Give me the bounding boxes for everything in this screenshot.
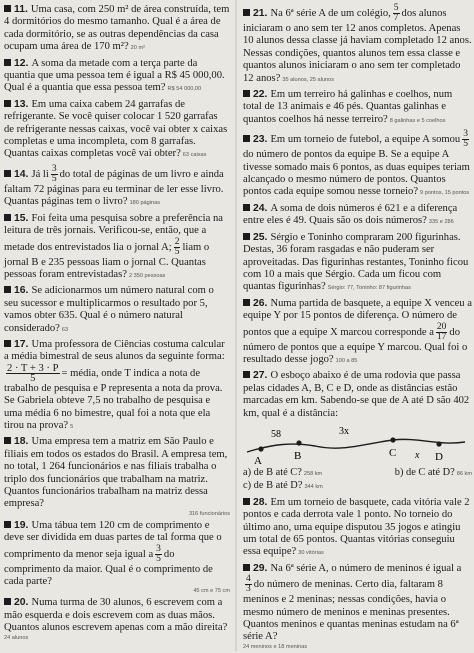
square-bullet-icon	[243, 204, 250, 211]
square-bullet-icon	[243, 233, 250, 240]
answer-note: 63	[61, 326, 69, 333]
fraction	[245, 575, 252, 594]
problem-number: 28.	[253, 496, 268, 508]
answer-note: 5	[70, 423, 74, 430]
problem-17	[4, 339, 230, 433]
square-bullet-icon	[243, 564, 250, 571]
problem-text: do número de pontos que a equipe Y marcou. Qual foi o resultado desse jogo?	[243, 326, 468, 365]
problem-number: 24.	[253, 202, 268, 214]
fraction-numerator: 3	[51, 163, 57, 174]
problem-number: 13.	[14, 98, 29, 110]
problem-number: 21.	[253, 7, 268, 19]
square-bullet-icon	[243, 135, 250, 142]
fraction	[436, 323, 448, 342]
question-a: a) de B até C? 258 km	[243, 466, 323, 478]
fraction-numerator: 2	[174, 236, 180, 247]
problem-23	[243, 130, 472, 200]
problem-number: 29.	[253, 562, 268, 574]
problem-text: Já li	[31, 168, 49, 180]
answer-note: 35 alunos, 25 alunos	[282, 76, 335, 83]
column-gutter	[235, 0, 237, 651]
answer-note: 100 a 85	[335, 357, 358, 364]
problem-text: Em um terreiro há galinhas e coelhos, num total de 13 animais e 46 pés. Quantas galinhas e quantos coelhos há nesse terreiro?	[243, 89, 453, 125]
fraction-denominator: 5	[156, 553, 161, 564]
fraction-numerator: 3	[156, 543, 161, 554]
city-b-dot	[296, 440, 301, 445]
square-bullet-icon	[243, 9, 250, 16]
problem-25	[243, 232, 472, 295]
problem-26	[243, 298, 472, 368]
road-curve	[247, 439, 465, 452]
answer-note: 24 alunos	[4, 634, 29, 641]
city-a-dot	[258, 446, 263, 451]
problem-number: 16.	[14, 285, 29, 297]
problem-number: 20.	[14, 597, 29, 609]
problem-11	[4, 4, 230, 55]
fraction	[393, 4, 400, 23]
problem-number: 15.	[14, 212, 29, 224]
problem-13	[4, 99, 230, 162]
problem-number: 18.	[14, 436, 29, 448]
problem-text: do total de páginas de um livro e ainda faltam 72 páginas para eu terminar de ler esse livro. Quantas páginas tem o livro?	[4, 168, 224, 208]
square-bullet-icon	[4, 340, 11, 347]
problem-text: A soma de dois números é 621 e a diferença entre eles é 49. Quais são os dois números?	[243, 202, 458, 227]
fraction-denominator: 17	[436, 331, 447, 342]
problem-text: do número de meninas. Certo dia, faltaram 8 meninos e 2 meninas; nessas condições, havia o mesmo número de meninos e meninas presentes. Quantos meninos e quantas meninas estudam na 6ª série A?	[243, 579, 459, 643]
problem-number: 27.	[253, 370, 268, 382]
problem-22	[243, 89, 472, 127]
city-c-dot	[390, 437, 395, 442]
fraction-denominator: 5	[174, 246, 180, 257]
right-column	[243, 4, 472, 653]
fraction	[174, 238, 181, 257]
problem-text: A soma da metade com a terça parte da quantia que uma pessoa tem é igual a R$ 45 000,00. Qual é a quantia que essa pessoa tem?	[4, 57, 225, 94]
answer-note: Sérgio: 77, Toninho: 87 figurinhas	[327, 285, 411, 292]
problem-text: Uma professora de Ciências costuma calcular a média bimestral de seus alunos da seguinte forma:	[4, 338, 225, 363]
fraction-numerator: 5	[393, 3, 399, 13]
distance-ab-label: 58	[271, 428, 281, 440]
square-bullet-icon	[243, 498, 250, 505]
problem-text: O esboço abaixo é de uma rodovia que passa pelas cidades A, B, C e D, onde as distâncias estão marcadas em km. Sabendo-se que de A até D são 402 km, qual é a distância:	[243, 370, 470, 419]
problem-number: 25.	[253, 231, 268, 243]
fraction-denominator: 7	[393, 13, 399, 23]
problem-number: 12.	[14, 57, 29, 69]
square-bullet-icon	[4, 521, 11, 528]
formula-denominator: 5	[30, 372, 36, 384]
problem-text: do comprimento da maior. Qual é o comprimento de cada parte?	[4, 548, 213, 588]
problem-number: 23.	[253, 134, 268, 146]
city-a-label: A	[254, 454, 262, 466]
fraction-denominator: 3	[246, 584, 251, 595]
problem-28	[243, 497, 472, 560]
answer-note: 316 funcionários	[188, 510, 230, 517]
problem-18	[4, 436, 230, 516]
problem-20	[4, 597, 230, 640]
problem-text: Numa partida de basquete, a equipe X venceu a equipe Y por 15 pontos de diferença. O número de pontos que a equipe X marcou corresponde a	[243, 297, 472, 338]
fraction-denominator: 5	[463, 139, 468, 150]
problem-text: Numa turma de 30 alunos, 6 escrevem com a mão esquerda e dois escrevem com as duas mãos. Quantos alunos escrevem apenas com a mão direita?	[4, 597, 228, 634]
answer-note: R$ 54 000,00	[167, 86, 202, 93]
problem-text: Em um torneio de basquete, cada vitória vale 2 pontos e cada derrota vale 1 ponto. No torneio do último ano, uma equipe disputou 35 jogos e atingiu um total de 65 pontos. Quantas vitórias conseguiu essa equipe?	[243, 496, 470, 558]
square-bullet-icon	[243, 371, 250, 378]
answer-note: 8 galinhas e 5 coelhos	[389, 117, 446, 124]
fraction	[155, 545, 162, 564]
square-bullet-icon	[4, 170, 11, 177]
square-bullet-icon	[243, 90, 250, 97]
problem-text: Em um torneio de futebol, a equipe A somou	[270, 134, 461, 146]
problem-16	[4, 285, 230, 336]
problem-text: Uma empresa tem a matriz em São Paulo e filiais em todos os estados do Brasil. A empresa tem, no total, 1 264 funcionários e nas filiais trabalha o triplo dos funcionários que trabalham na matriz. Quantos funcionários trabalham na matriz dessa empresa?	[4, 436, 228, 510]
problem-number: 19.	[14, 519, 29, 531]
square-bullet-icon	[4, 59, 11, 66]
square-bullet-icon	[4, 100, 11, 107]
problem-29	[243, 563, 472, 650]
problem-number: 11.	[14, 4, 28, 15]
problem-27	[243, 370, 472, 493]
distance-cd-label: x	[415, 449, 420, 461]
fraction-numerator: 4	[246, 574, 251, 585]
problem-19	[4, 520, 230, 595]
problem-24	[243, 203, 472, 229]
formula-numerator: 2 · T + 3 · P	[7, 362, 59, 374]
questions-row	[243, 467, 472, 480]
road-diagram	[243, 422, 469, 466]
answer-note: 86 km	[456, 470, 472, 477]
answer-note: 45 cm e 75 cm	[193, 588, 230, 595]
problem-12	[4, 58, 230, 96]
answer-note: 344 km	[304, 484, 323, 491]
problem-text: Sérgio e Toninho compraram 200 figurinhas. Destas, 36 foram rasgadas e não puderam ser aproveitadas. Das figurinhas restantes, Toninho ficou com 10 a mais que Sérgio. Cada um ficou com quantas figurinhas?	[243, 231, 469, 293]
answer-note: 20 m²	[130, 45, 145, 52]
problem-text: Em uma caixa cabem 24 garrafas de refrigerante. Se você quiser colocar 1 520 garrafas de refrigerante nessas caixas, você vai obter x caixas completas e uma incompleta, com 8 garrafas. Quantas caixas completas você vai obter?	[4, 98, 228, 160]
fraction	[51, 165, 58, 184]
problem-text: Uma tábua tem 120 cm de comprimento e deve ser dividida em duas partes de tal forma que o comprimento da menor seja igual a	[4, 519, 222, 560]
answer-note: 335 e 286	[428, 219, 454, 226]
problem-text: Uma casa, com 250 m² de área construída, tem 4 dormitórios do mesmo tamanho. Qual é a área de cada dormitório, se as outras dependências da casa ocupam uma área de 170 m²?	[4, 4, 230, 53]
answer-note: 24 meninos e 18 meninas	[243, 643, 308, 650]
problem-14	[4, 165, 230, 210]
problem-text: liam o jornal B e 235 pessoas liam o jornal C. Quantas pessoas foram entrevistadas?	[4, 241, 210, 280]
problem-text: do número de pontos da equipe B. Se a equipe A tivesse somado mais 6 pontos, as duas equipes teriam alcançado o mesmo número de pontos. Quantos pontos cada equipe somou nesse torneio?	[243, 149, 470, 198]
city-b-label: B	[294, 449, 302, 462]
square-bullet-icon	[4, 286, 11, 293]
problem-text: dos alunos iniciaram o ano sem ter 12 anos completos. Apenas 10 alunos dessa classe já haviam completado 12 anos. Nessas condições, quantos alunos tem essa classe e quantos alunos iniciaram o ano sem ter completado 12 anos?	[243, 7, 472, 84]
answer-note: 63 caixas	[182, 152, 207, 159]
problem-text: Foi feita uma pesquisa sobre a preferência na leitura de três jornais. Verificou-se, então, que a metade dos entrevistados lia o jornal A;	[4, 212, 223, 253]
distance-bc-label: 3x	[339, 425, 349, 437]
square-bullet-icon	[243, 299, 250, 306]
problem-number: 14.	[14, 168, 29, 180]
formula-fraction	[6, 364, 60, 383]
city-c-label: C	[389, 446, 397, 459]
problem-text: = média, onde T indica a nota de trabalho de pesquisa e P representa a nota da prova. Se Gabriela obteve 7,5 no trabalho de pesquisa e uma média 6 no bimestre, qual foi a nota que ela tirou na prova?	[4, 367, 223, 431]
answer-note: 2 350 pessoas	[128, 272, 166, 279]
answer-note: 30 vitórias	[298, 550, 324, 557]
question-b: b) de C até D? 86 km	[394, 466, 472, 478]
problem-text: Na 6ª série A, o número de meninos é igual a	[270, 562, 462, 574]
square-bullet-icon	[4, 214, 11, 221]
answer-note: 180 páginas	[129, 200, 161, 207]
fraction	[462, 130, 469, 149]
square-bullet-icon	[4, 437, 11, 444]
square-bullet-icon	[4, 5, 11, 12]
city-d-dot	[436, 441, 441, 446]
question-c: c) de B até D? 344 km	[243, 480, 323, 492]
answer-note: 9 pontos, 15 pontos	[420, 190, 470, 197]
city-d-label: D	[435, 450, 443, 463]
problem-15	[4, 213, 230, 283]
problem-text: Na 6ª série A de um colégio,	[270, 7, 391, 19]
problem-number: 26.	[253, 297, 268, 309]
problem-21	[243, 4, 472, 86]
fraction-numerator: 3	[463, 129, 468, 140]
problem-text: Se adicionarmos um número natural com o seu sucessor e multiplicarmos o resultado por 5, vamos obter 635. Qual é o número natural considerado?	[4, 285, 214, 334]
left-column	[4, 4, 230, 644]
problem-number: 17.	[14, 338, 29, 350]
problem-number: 22.	[253, 89, 268, 101]
square-bullet-icon	[4, 598, 11, 605]
answer-note: 258 km	[303, 470, 323, 477]
fraction-numerator: 20	[436, 321, 447, 332]
fraction-denominator: 5	[51, 173, 57, 184]
